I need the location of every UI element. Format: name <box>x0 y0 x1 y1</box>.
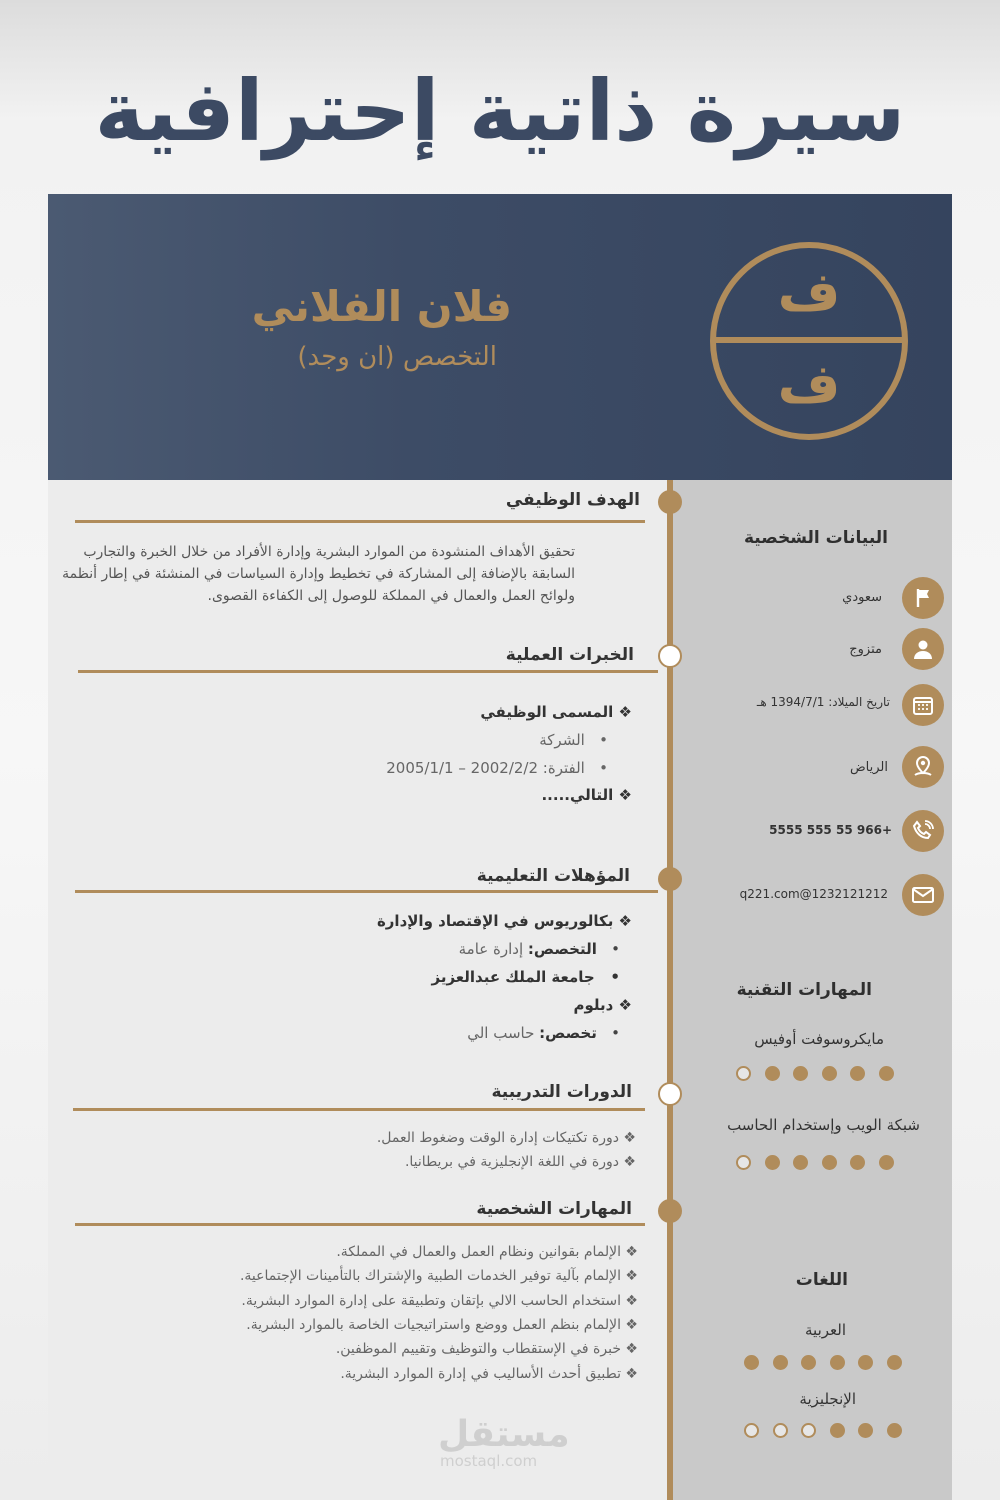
personal-skill-item: ❖ الإلمام بآلية توفير الخدمات الطبية والإشتراك بالتأمينات الإجتماعية. <box>239 1268 638 1284</box>
course-item: ❖ دورة في اللغة الإنجليزية في بريطانيا. <box>404 1154 636 1170</box>
education-degree-bachelor: ❖ بكالوريوس في الإقتصاد والإدارة <box>376 912 632 930</box>
phone-value: +966 55 555 5555 <box>769 823 892 837</box>
phone-icon <box>902 810 944 852</box>
section-title-experience: الخبرات العملية <box>505 645 634 665</box>
timeline-dot <box>658 1199 682 1223</box>
education-specialty-2: • تخصص: حاسب الي <box>467 1024 620 1042</box>
personal-skill-item: ❖ استخدام الحاسب الالي بإتقان وتطبيقة على إدارة الموارد البشرية. <box>241 1293 638 1309</box>
education-specialty-1: • التخصص: إدارة عامة <box>458 940 620 958</box>
rating-dot-filled <box>879 1066 894 1081</box>
section-title-languages: اللغات <box>795 1270 848 1290</box>
tech-skill-rating <box>736 1066 896 1082</box>
rating-dot-empty <box>736 1155 751 1170</box>
rating-dot-filled <box>765 1155 780 1170</box>
section-divider <box>73 1108 645 1111</box>
location-icon <box>902 746 944 788</box>
rating-dot-filled <box>879 1155 894 1170</box>
personal-skill-item: ❖ تطبيق أحدث الأساليب في إدارة الموارد البشرية. <box>340 1366 638 1382</box>
city-value: الرياض <box>849 760 888 775</box>
rating-dot-filled <box>744 1355 759 1370</box>
birth-date-value: تاريخ الميلاد: 1394/7/1 هـ <box>756 695 890 709</box>
watermark-url: mostaql.com <box>440 1452 538 1470</box>
nationality-value: سعودي <box>842 590 882 605</box>
rating-dot-filled <box>822 1155 837 1170</box>
education-degree-diploma: ❖ دبلوم <box>573 996 632 1014</box>
education-university: • جامعة الملك عبدالعزيز <box>431 968 620 986</box>
experience-next: ❖ التالي..... <box>541 786 632 804</box>
section-title-tech-skills: المهارات التقنية <box>736 980 872 1000</box>
personal-skill-item: ❖ خبرة في الإستقطاب والتوظيف وتقييم الموظفين. <box>335 1341 638 1357</box>
person-specialty: التخصص (ان وجد) <box>297 342 497 372</box>
tech-skill-name: مايكروسوفت أوفيس <box>754 1030 884 1048</box>
rating-dot-filled <box>830 1355 845 1370</box>
rating-dot-filled <box>850 1066 865 1081</box>
email-icon <box>902 874 944 916</box>
language-name: الإنجليزية <box>799 1390 856 1408</box>
personal-skill-item: ❖ الإلمام بقوانين ونظام العمل والعمال في المملكة. <box>336 1244 638 1260</box>
person-name: فلان الفلاني <box>251 282 512 331</box>
rating-dot-filled <box>773 1355 788 1370</box>
calendar-icon <box>902 684 944 726</box>
monogram-bottom-letter: ف <box>777 352 841 415</box>
experience-period: • الفترة: 2002/2/2 – 2005/1/1 <box>386 759 608 777</box>
page-title: سيرة ذاتية إحترافية <box>94 62 906 160</box>
rating-dot-filled <box>858 1355 873 1370</box>
flag-icon <box>902 577 944 619</box>
rating-dot-filled <box>887 1423 902 1438</box>
language-name: العربية <box>805 1321 846 1339</box>
rating-dot-filled <box>822 1066 837 1081</box>
tech-skill-name: شبكة الويب وإستخدام الحاسب <box>727 1116 920 1134</box>
rating-dot-filled <box>858 1423 873 1438</box>
section-title-personal-data: البيانات الشخصية <box>743 528 888 548</box>
section-divider <box>75 520 645 523</box>
watermark-logo: مستقل <box>438 1414 570 1455</box>
experience-company: • الشركة <box>539 731 608 749</box>
section-divider <box>75 1223 645 1226</box>
timeline-dot <box>658 644 682 668</box>
language-rating <box>744 1423 904 1439</box>
rating-dot-filled <box>830 1423 845 1438</box>
monogram-circle <box>710 242 908 440</box>
language-rating <box>744 1355 904 1371</box>
timeline-line <box>667 480 673 1500</box>
section-divider <box>75 890 658 893</box>
rating-dot-filled <box>850 1155 865 1170</box>
rating-dot-filled <box>793 1066 808 1081</box>
rating-dot-empty <box>801 1423 816 1438</box>
section-title-objective: الهدف الوظيفي <box>505 490 640 510</box>
timeline-dot <box>658 1082 682 1106</box>
section-title-education: المؤهلات التعليمية <box>476 866 630 886</box>
section-title-courses: الدورات التدريبية <box>491 1082 632 1102</box>
section-title-personal-skills: المهارات الشخصية <box>476 1199 632 1219</box>
rating-dot-filled <box>887 1355 902 1370</box>
rating-dot-empty <box>744 1423 759 1438</box>
rating-dot-filled <box>793 1155 808 1170</box>
experience-job-title: ❖ المسمى الوظيفي <box>480 703 632 721</box>
monogram-top-letter: ف <box>777 260 841 323</box>
objective-text: تحقيق الأهداف المنشودة من الموارد البشرية وإدارة الأفراد من خلال الخبرة والتجارب السابقة بالإضافة إلى المشاركة في تخطيط وإدارة السياسات في المنشئة في إطار أنظمة ولوائح العمل والعمال في المملكة للوصول إلى الكفاءة القصوى. <box>62 544 575 604</box>
monogram-divider <box>716 337 902 343</box>
user-icon <box>902 628 944 670</box>
tech-skill-rating <box>736 1155 896 1171</box>
course-item: ❖ دورة تكتيكات إدارة الوقت وضغوط العمل. <box>376 1130 636 1146</box>
rating-dot-empty <box>773 1423 788 1438</box>
section-divider <box>78 670 658 673</box>
rating-dot-filled <box>765 1066 780 1081</box>
cv-header <box>48 194 952 480</box>
marital-status-value: متزوج <box>849 642 882 657</box>
email-value: 1232121212@q221.com <box>739 887 888 901</box>
timeline-dot <box>658 490 682 514</box>
timeline-dot <box>658 867 682 891</box>
rating-dot-filled <box>801 1355 816 1370</box>
rating-dot-empty <box>736 1066 751 1081</box>
personal-skill-item: ❖ الإلمام بنظم العمل ووضع واستراتيجيات الخاصة بالموارد البشرية. <box>246 1317 638 1333</box>
